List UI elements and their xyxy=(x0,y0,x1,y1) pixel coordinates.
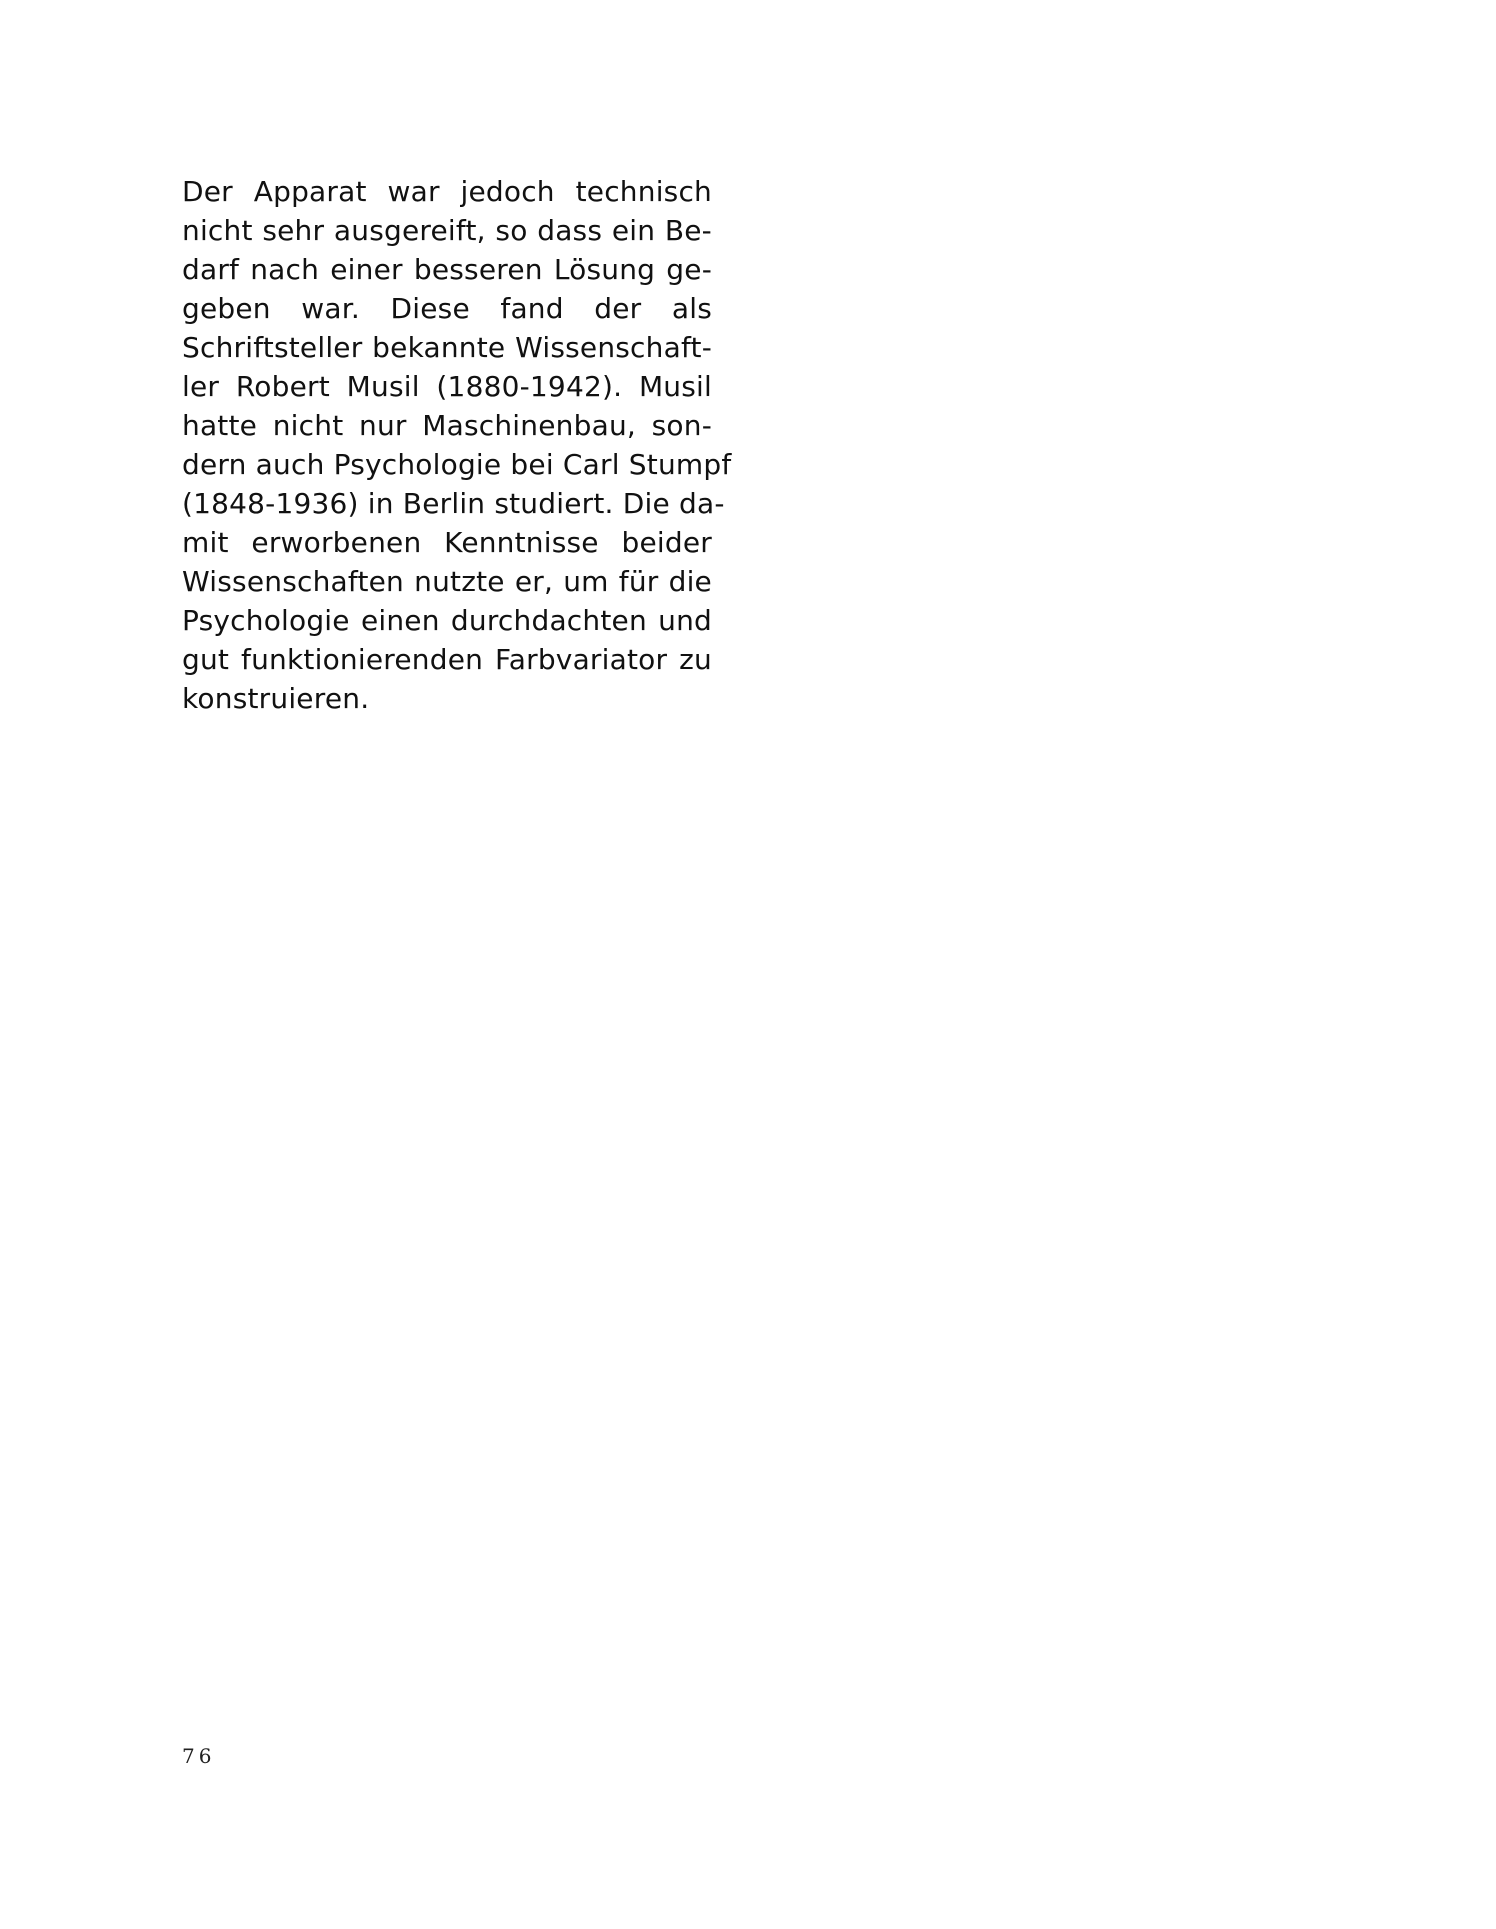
body-paragraph xyxy=(182,172,732,718)
paragraph-line: (1848-1936) in Berlin studiert. Die da- xyxy=(182,487,725,520)
paragraph-line: Der Apparat war jedoch technisch xyxy=(182,175,712,208)
paragraph-line: Schriftsteller bekannte Wissenschaft- xyxy=(182,331,712,364)
paragraph-line: dern auch Psychologie bei Carl Stumpf xyxy=(182,448,732,481)
page-number: 76 xyxy=(182,1744,216,1768)
paragraph-line: geben war. Diese fand der als xyxy=(182,292,712,325)
paragraph-line: nicht sehr ausgereift, so dass ein Be- xyxy=(182,214,712,247)
paragraph-line: konstruieren. xyxy=(182,682,370,715)
paragraph-line: hatte nicht nur Maschinenbau, son- xyxy=(182,409,712,442)
paragraph-line: gut funktionierenden Farbvariator zu xyxy=(182,643,712,676)
paragraph-line: mit erworbenen Kenntnisse beider xyxy=(182,526,712,559)
paragraph-line: Psychologie einen durchdachten und xyxy=(182,604,712,637)
paragraph-line: darf nach einer besseren Lösung ge- xyxy=(182,253,712,286)
paragraph-line: ler Robert Musil (1880-1942). Musil xyxy=(182,370,712,403)
paragraph-line: Wissenschaften nutzte er, um für die xyxy=(182,565,712,598)
